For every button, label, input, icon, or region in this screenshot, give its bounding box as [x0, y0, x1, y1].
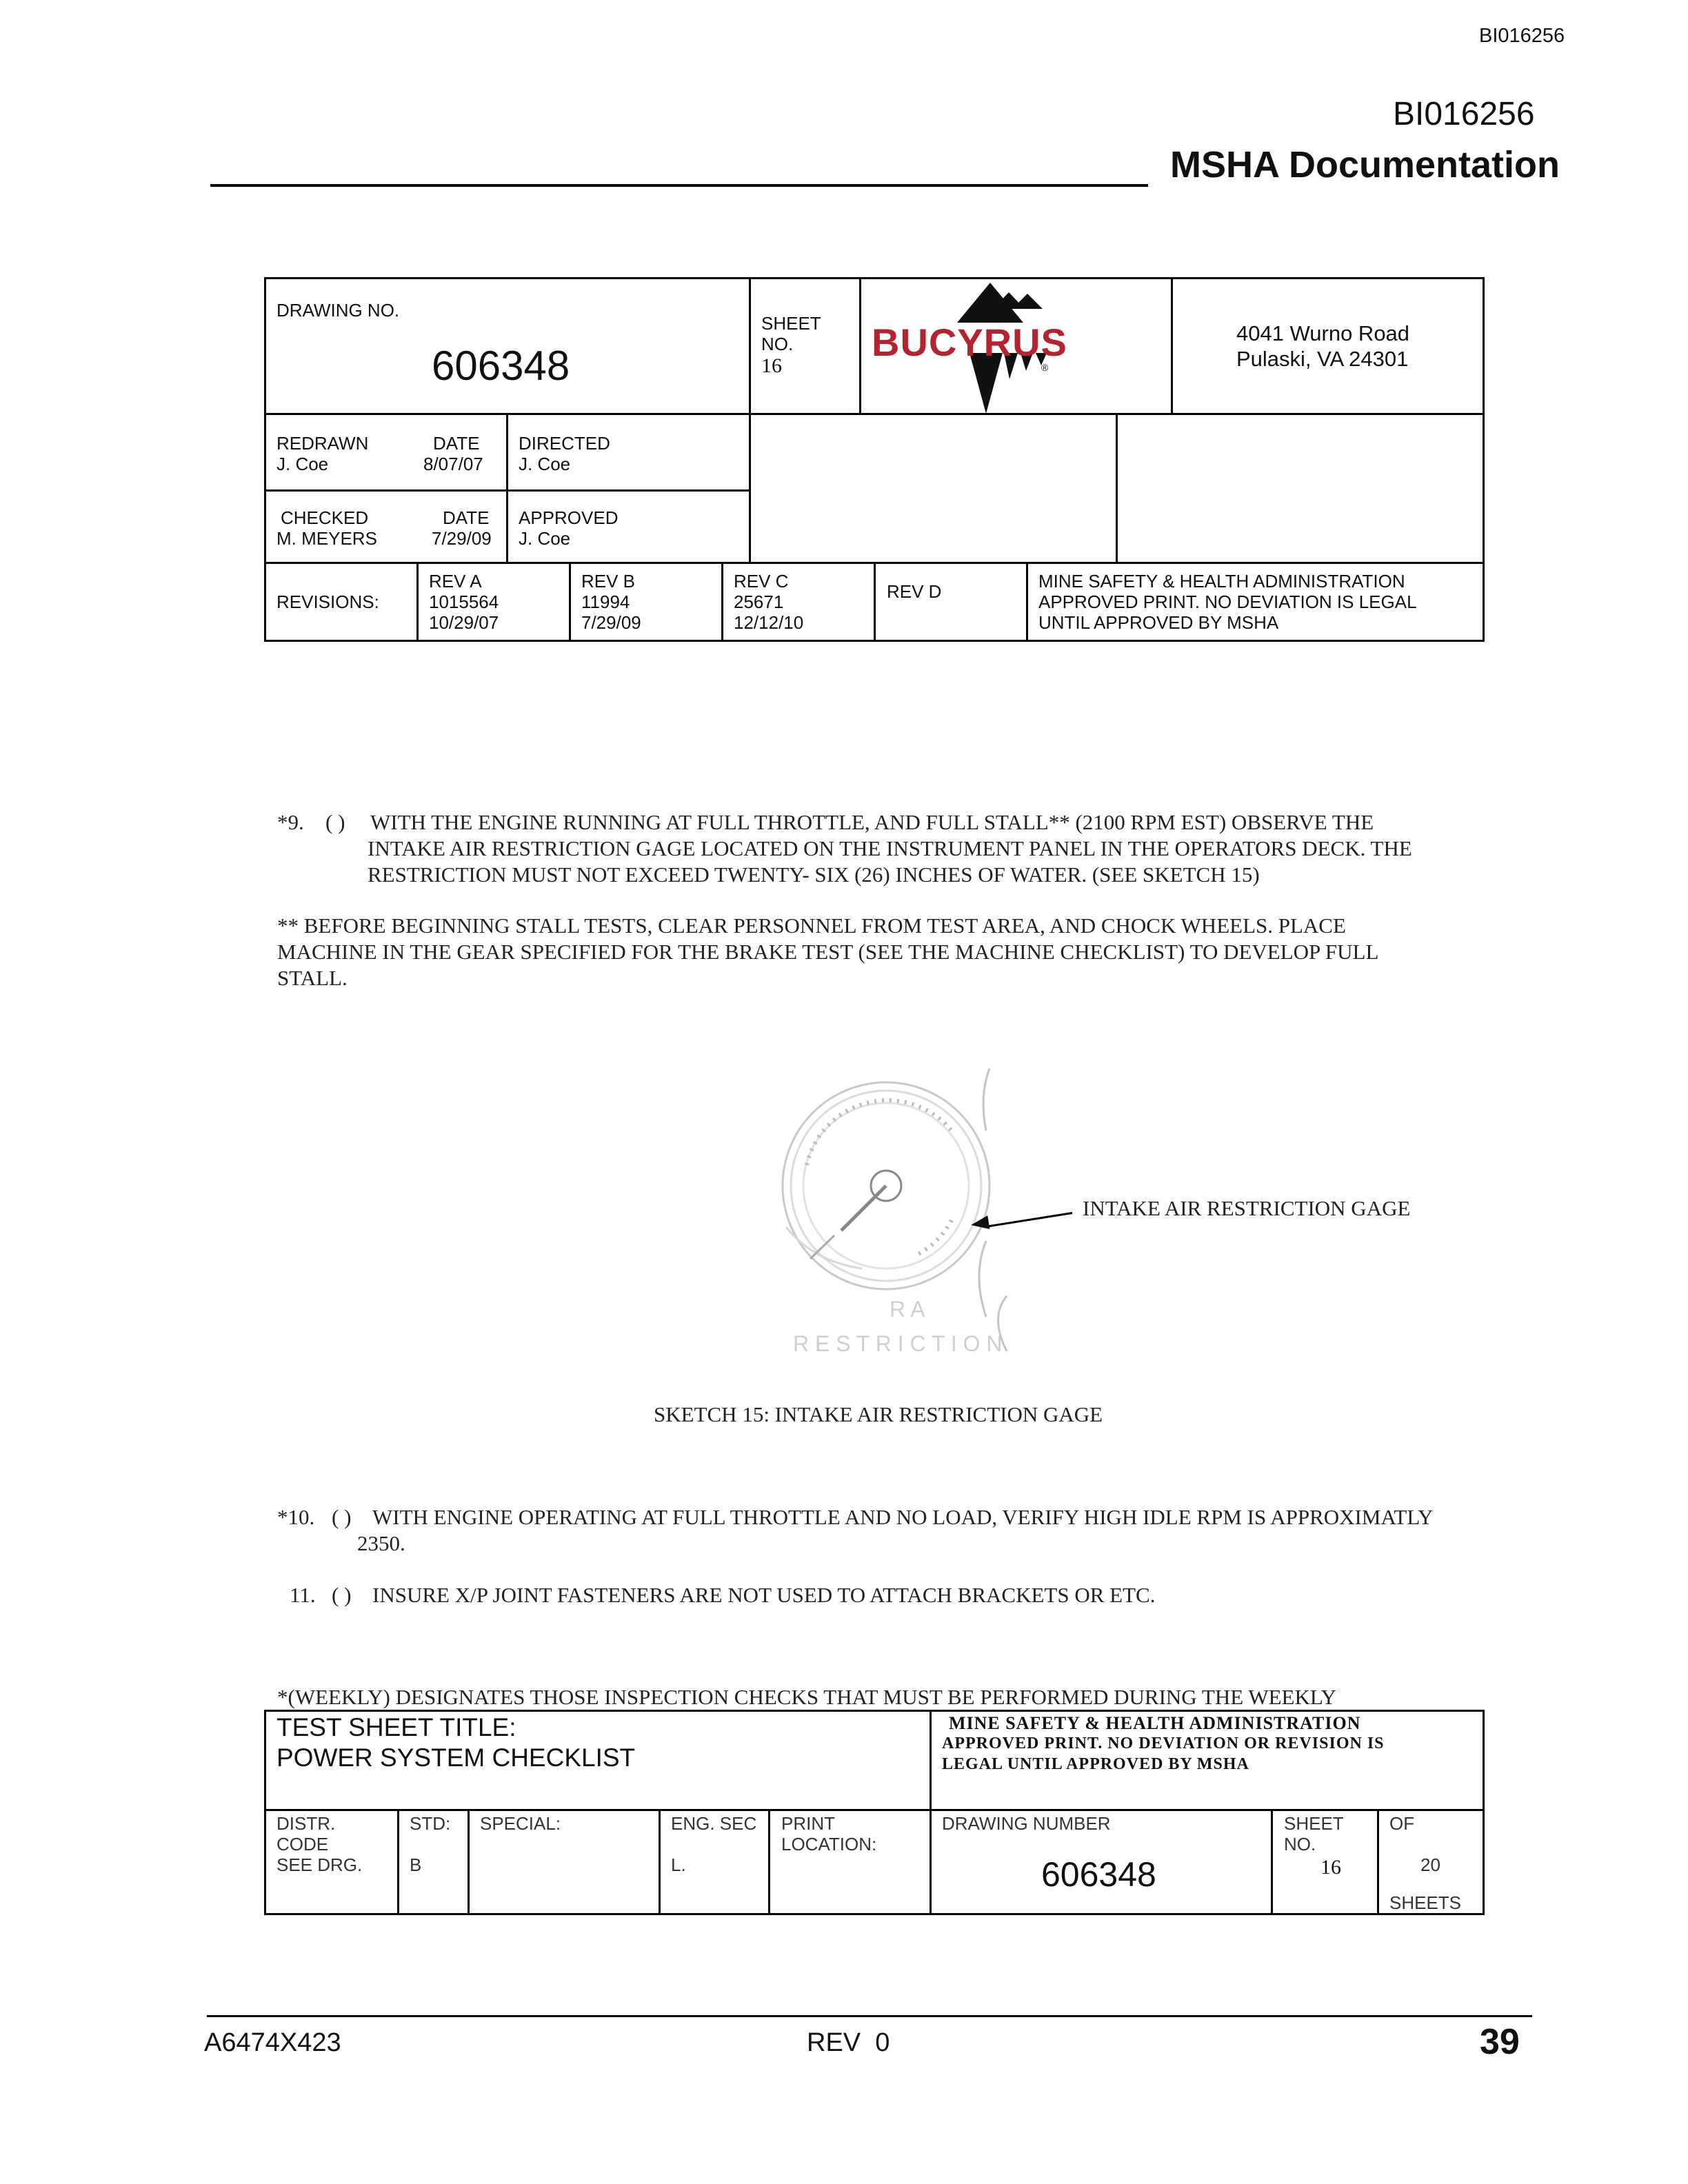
distr-value: SEE DRG. — [277, 1854, 363, 1875]
doc-id: BI016256 — [1393, 96, 1535, 132]
rev-a-label: REV A — [429, 571, 482, 592]
sheets-label: SHEETS — [1389, 1892, 1462, 1913]
footer-doc-code: A6474X423 — [204, 2028, 341, 2057]
msha-approval-line2: APPROVED PRINT. NO DEVIATION IS LEGAL — [1038, 592, 1417, 612]
checked-date-label: DATE — [443, 507, 490, 528]
drawing-number-label: DRAWING NUMBER — [942, 1813, 1111, 1834]
rev-a-number: 1015564 — [429, 592, 499, 612]
item-9-line2: INTAKE AIR RESTRICTION GAGE LOCATED ON THE INSTRUMENT PANEL IN THE OPERATORS DECK. THE — [368, 836, 1412, 860]
redrawn-date: 8/07/07 — [423, 454, 483, 474]
distr-label2: CODE — [277, 1834, 329, 1854]
test-sheet-title-label: TEST SHEET TITLE: — [277, 1713, 516, 1741]
item-9-line3: RESTRICTION MUST NOT EXCEED TWENTY- SIX (26) INCHES OF WATER. (SEE SKETCH 15) — [368, 862, 1260, 887]
of-label: OF — [1389, 1813, 1415, 1834]
approved-by: J. Coe — [519, 528, 571, 549]
item-10-checkbox[interactable]: ( ) — [332, 1505, 352, 1529]
item-9-line1: WITH THE ENGINE RUNNING AT FULL THROTTLE, AND FULL STALL** (2100 RPM EST) OBSERVE THE — [370, 810, 1374, 834]
rev-b-label: REV B — [581, 571, 636, 592]
svg-text:®: ® — [1041, 362, 1049, 373]
address-line2: Pulaski, VA 24301 — [1236, 347, 1409, 371]
item-10-line2: 2350. — [357, 1531, 405, 1555]
header-rule — [210, 184, 1148, 187]
rev-c-label: REV C — [734, 571, 789, 592]
distr-label1: DISTR. — [277, 1813, 336, 1834]
rev-b-date: 7/29/09 — [581, 612, 641, 633]
item-10-line1: WITH ENGINE OPERATING AT FULL THROTTLE AND NO LOAD, VERIFY HIGH IDLE RPM IS APPROXIMATLY — [372, 1505, 1434, 1529]
drawing-number: 606348 — [432, 343, 570, 389]
eng-sec-value: L. — [671, 1854, 686, 1875]
top-doc-id: BI016256 — [1479, 25, 1565, 47]
bottom-sheet-label2: NO. — [1284, 1834, 1316, 1854]
stall-note-line1: ** BEFORE BEGINNING STALL TESTS, CLEAR PERSONNEL FROM TEST AREA, AND CHOCK WHEELS. PLACE — [277, 913, 1346, 938]
section-title: MSHA Documentation — [1170, 144, 1560, 185]
checked-by: M. MEYERS — [277, 528, 377, 549]
gage-callout-arrowhead — [970, 1215, 990, 1232]
item-10-number: *10. — [277, 1505, 315, 1529]
checked-date: 7/29/09 — [432, 528, 492, 549]
bottom-msha-line1: MINE SAFETY & HEALTH ADMINISTRATION — [949, 1713, 1361, 1733]
msha-approval-line3: UNTIL APPROVED BY MSHA — [1038, 612, 1279, 633]
approved-label: APPROVED — [519, 507, 619, 528]
redrawn-date-label: DATE — [433, 433, 480, 454]
bottom-msha-line3: LEGAL UNTIL APPROVED BY MSHA — [942, 1755, 1249, 1773]
print-location-label1: PRINT — [781, 1813, 835, 1834]
rev-d-label: REV D — [887, 581, 942, 602]
stall-note-line3: STALL. — [277, 966, 348, 990]
address-line1: 4041 Wurno Road — [1236, 321, 1410, 345]
redrawn-label: REDRAWN — [277, 433, 369, 454]
checked-label: CHECKED — [281, 507, 369, 528]
footer-rule — [207, 2015, 1532, 2017]
drawing-no-label: DRAWING NO. — [277, 300, 400, 321]
eng-sec-label: ENG. SEC — [671, 1813, 757, 1834]
rev-a-date: 10/29/07 — [429, 612, 499, 633]
sheet-no-label: NO. — [761, 334, 794, 354]
gage-callout-label: INTAKE AIR RESTRICTION GAGE — [1083, 1196, 1411, 1220]
item-11-number: 11. — [290, 1583, 316, 1607]
svg-text:R A: R A — [890, 1297, 925, 1322]
item-11-checkbox[interactable]: ( ) — [332, 1583, 352, 1607]
item-9-number: *9. — [277, 810, 304, 834]
logo-wordmark: BUCYRUS — [872, 321, 1067, 364]
stall-note-line2: MACHINE IN THE GEAR SPECIFIED FOR THE BRAKE TEST (SEE THE MACHINE CHECKLIST) TO DEVELOP FULL — [277, 940, 1379, 964]
intake-air-restriction-gage-sketch — [745, 1055, 1034, 1372]
directed-by: J. Coe — [519, 454, 571, 474]
msha-approval-line1: MINE SAFETY & HEALTH ADMINISTRATION — [1038, 571, 1405, 592]
rev-c-date: 12/12/10 — [734, 612, 804, 633]
special-label: SPECIAL: — [480, 1813, 561, 1834]
print-location-label2: LOCATION: — [781, 1834, 877, 1854]
svg-text:R E S T R I C T I O N: R E S T R I C T I O N — [793, 1331, 1003, 1356]
rev-c-number: 25671 — [734, 592, 784, 612]
bucyrus-logo — [867, 279, 1095, 413]
item-9-checkbox[interactable]: ( ) — [325, 810, 345, 834]
weekly-note: *(WEEKLY) DESIGNATES THOSE INSPECTION CHECKS THAT MUST BE PERFORMED DURING THE WEEKLY — [277, 1685, 1337, 1709]
redrawn-by: J. Coe — [277, 454, 329, 474]
directed-label: DIRECTED — [519, 433, 610, 454]
bottom-drawing-number: 606348 — [1041, 1855, 1156, 1894]
rev-b-number: 11994 — [581, 592, 630, 612]
std-value: B — [410, 1854, 422, 1875]
sheet-label: SHEET — [761, 313, 821, 334]
footer-revision: REV 0 — [807, 2028, 890, 2057]
test-sheet-title: POWER SYSTEM CHECKLIST — [277, 1743, 636, 1772]
bottom-sheet-label1: SHEET — [1284, 1813, 1344, 1834]
sheet-number: 16 — [761, 354, 782, 377]
sketch-caption: SKETCH 15: INTAKE AIR RESTRICTION GAGE — [654, 1402, 1103, 1426]
item-11-text: INSURE X/P JOINT FASTENERS ARE NOT USED TO ATTACH BRACKETS OR ETC. — [372, 1583, 1156, 1607]
bottom-msha-line2: APPROVED PRINT. NO DEVIATION OR REVISION IS — [942, 1735, 1385, 1752]
page-number: 39 — [1480, 2022, 1520, 2062]
of-value: 20 — [1420, 1854, 1440, 1875]
std-label: STD: — [410, 1813, 451, 1834]
revisions-label: REVISIONS: — [277, 592, 379, 612]
bottom-sheet-number: 16 — [1320, 1856, 1341, 1879]
